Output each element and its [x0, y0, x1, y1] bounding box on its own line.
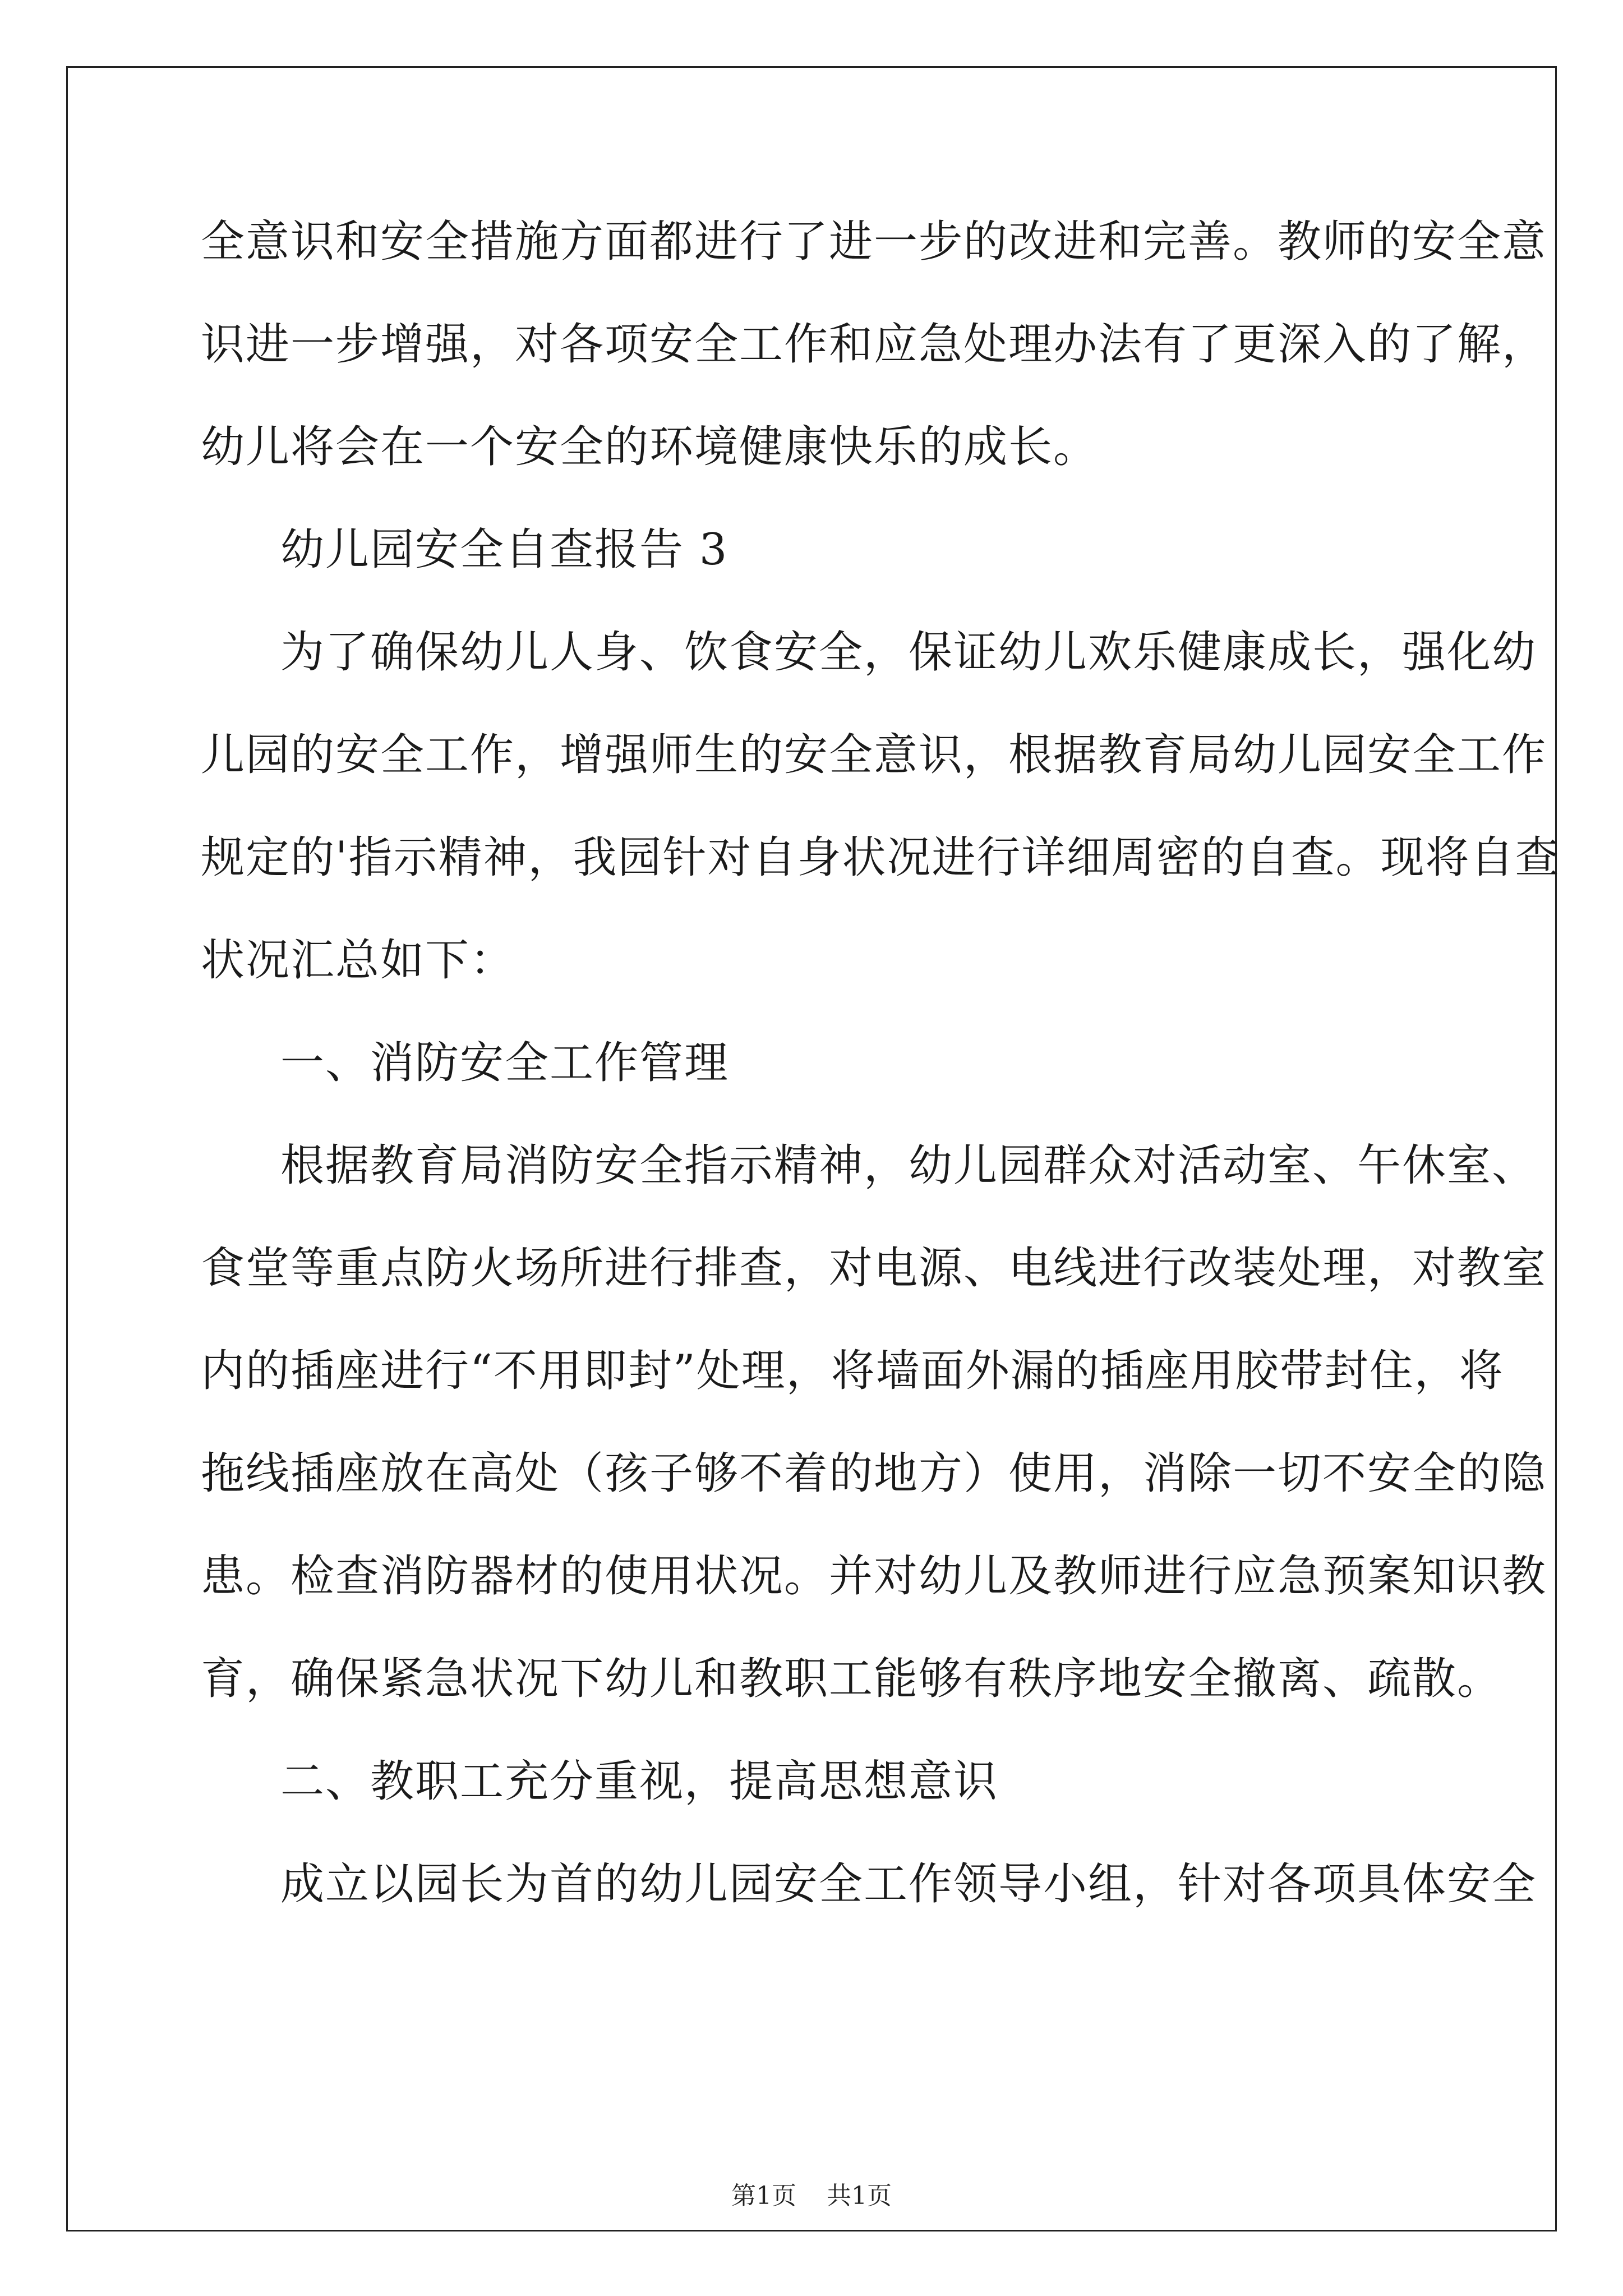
text-line: 为了确保幼儿人身、饮食安全，保证幼儿欢乐健康成长，强化幼 [280, 627, 1537, 678]
page-number: 第1页 [731, 2182, 796, 2210]
text-line: 成立以园长为首的幼儿园安全工作领导小组，针对各项具体安全 [280, 1859, 1537, 1910]
text-line: 食堂等重点防火场所进行排查，对电源、电线进行改装处理，对教室 [201, 1243, 1547, 1294]
text-line: 规定的'指示精神，我园针对自身状况进行详细周密的自查。现将自查 [201, 832, 1560, 883]
text-line: 拖线插座放在高处（孩子够不着的地方）使用，消除一切不安全的隐 [201, 1448, 1547, 1499]
section-heading: 二、教职工充分重视，提高思想意识 [280, 1756, 999, 1807]
text-line: 根据教育局消防安全指示精神，幼儿园群众对活动室、午休室、 [280, 1140, 1537, 1191]
page-total: 共1页 [827, 2182, 892, 2210]
text-line: 患。检查消防器材的使用状况。并对幼儿及教师进行应急预案知识教 [201, 1551, 1547, 1602]
section-heading: 一、消防安全工作管理 [280, 1038, 730, 1088]
text-line: 内的插座进行“不用即封”处理，将墙面外漏的插座用胶带封住，将 [201, 1346, 1504, 1396]
text-line: 识进一步增强，对各项安全工作和应急处理办法有了更深入的了解， [201, 319, 1547, 370]
text-line: 幼儿将会在一个安全的环境健康快乐的成长。 [201, 422, 1099, 472]
text-line: 育，确保紧急状况下幼儿和教职工能够有秩序地安全撤离、疏散。 [201, 1654, 1502, 1704]
page-footer [0, 2179, 1623, 2213]
document-body [201, 191, 1560, 1936]
text-line: 全意识和安全措施方面都进行了进一步的改进和完善。教师的安全意 [201, 217, 1547, 267]
text-line: 儿园的安全工作，增强师生的安全意识，根据教育局幼儿园安全工作 [201, 730, 1547, 780]
text-line: 状况汇总如下： [201, 935, 515, 986]
section-heading: 幼儿园安全自查报告 3 [280, 524, 728, 575]
